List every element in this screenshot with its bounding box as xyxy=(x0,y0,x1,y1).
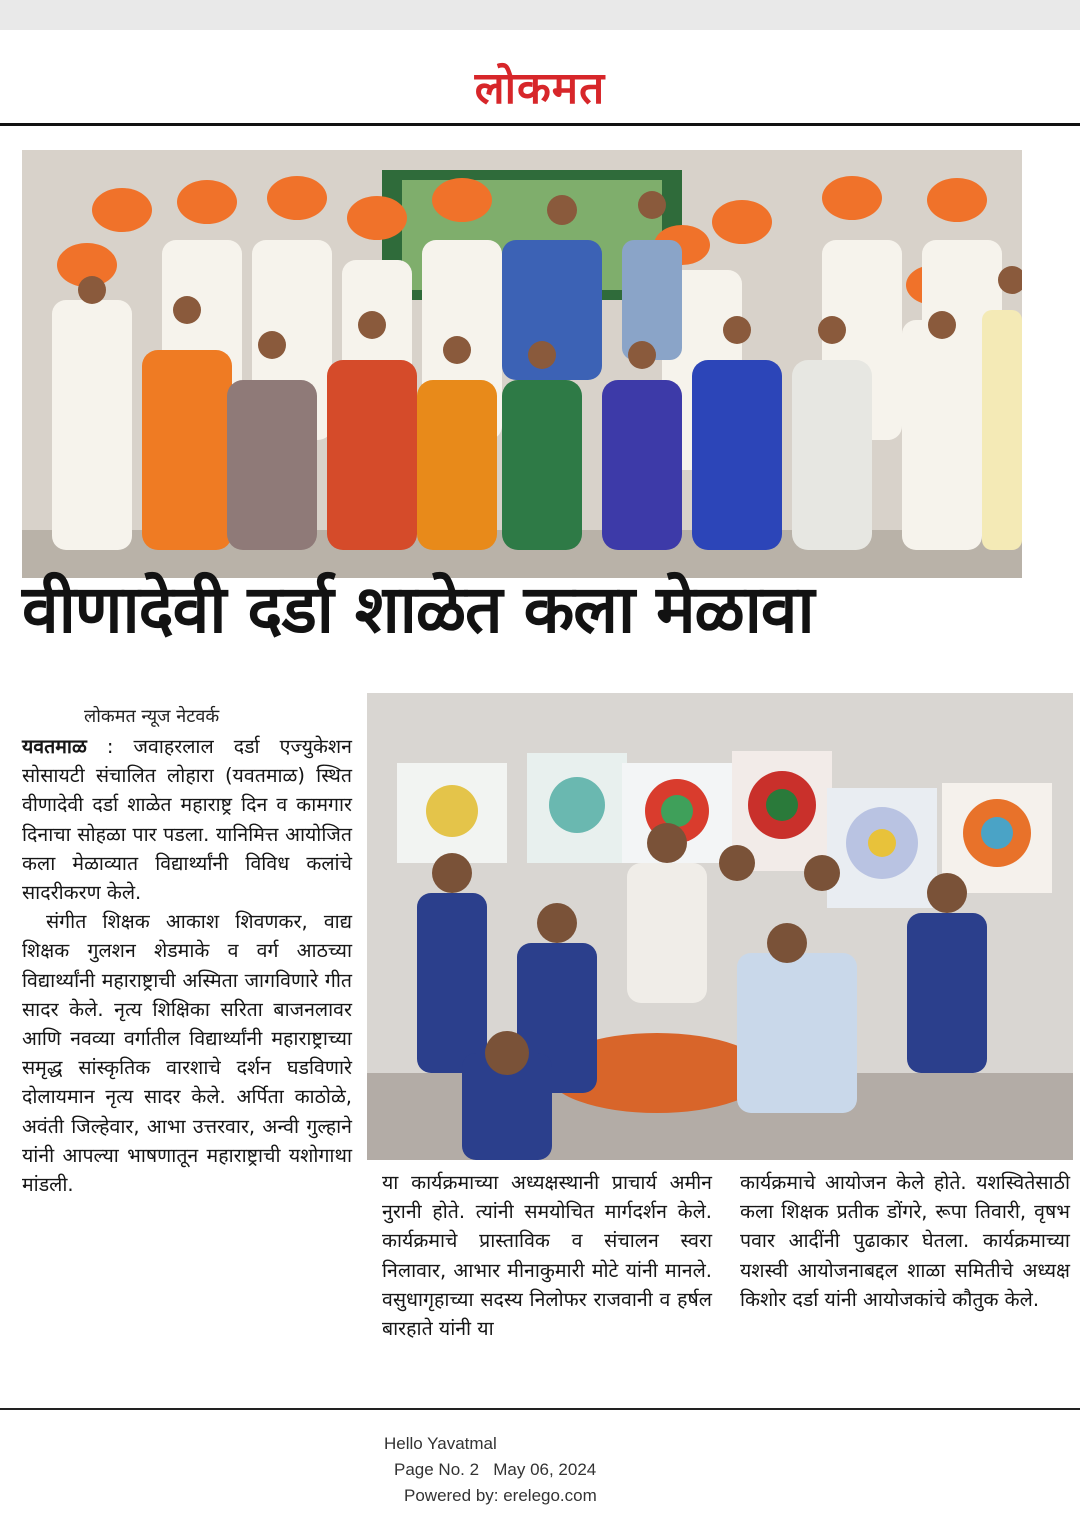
art-fair-photo xyxy=(367,693,1073,1160)
paragraph-3: या कार्यक्रमाच्या अध्यक्षस्थानी प्राचार्य अमीन नुरानी होते. त्यांनी समयोचित मार्गदर्शन केले. कार्यक्रमाचे प्रास्ताविक व संचालन स्वरा निलावार, आभार मीनाकुमारी मोटे यांनी मानले. वसुधागृहाच्या सदस्य निलोफर राजवानी व हर्षल बारहाते यांनी या xyxy=(382,1171,712,1341)
footer xyxy=(0,1430,1080,1516)
headline: वीणादेवी दर्डा शाळेत कला मेळावा xyxy=(22,571,814,648)
group-photo xyxy=(22,150,1022,578)
column-middle xyxy=(382,1168,712,1343)
paragraph-4: कार्यक्रमाचे आयोजन केले होते. यशस्वितेसाठी कला शिक्षक प्रतीक डोंगरे, रूपा तिवारी, वृषभ पवार आदींनी पुढाकार घेतला. कार्यक्रमाच्या यशस्वी आयोजनाबद्दल शाळा समितीचे अध्यक्ष किशोर दर्डा यांनी आयोजकांचे कौतुक केले. xyxy=(740,1171,1070,1311)
masthead-rule xyxy=(0,123,1080,126)
footer-edition: Hello Yavatmal xyxy=(384,1434,497,1453)
column-right xyxy=(740,1168,1070,1314)
byline: लोकमत न्यूज नेटवर्क xyxy=(84,706,220,727)
footer-rule xyxy=(0,1408,1080,1410)
paragraph-2: संगीत शिक्षक आकाश शिवणकर, वाद्य शिक्षक गुलशन शेडमाके व वर्ग आठच्या विद्यार्थ्यांनी महाराष्ट्राची अस्मिता जागविणारे गीत सादर केले. नृत्य शिक्षिका सरिता बाजनलावर आणि नवव्या वर्गातील विद्यार्थ्यांनी महाराष्ट्राच्या समृद्ध सांस्कृतिक वारशाचे दर्शन घडविणारे दोलायमान नृत्य सादर केले. अर्पिता काठोळे, अवंती जिल्हेवार, आभा उत्तरवार, अन्वी गुल्हाने यांनी आपल्या भाषणातून महाराष्ट्राची यशोगाथा मांडली. xyxy=(22,910,352,1197)
footer-page: Page No. 2 xyxy=(394,1460,480,1479)
column-left xyxy=(22,732,352,1199)
lokmat-logo: लोकमत xyxy=(474,63,606,114)
footer-date: May 06, 2024 xyxy=(493,1460,597,1479)
footer-page-date xyxy=(394,1460,596,1480)
paragraph-1-text: : जवाहरलाल दर्डा एज्युकेशन सोसायटी संचालित लोहारा (यवतमाळ) स्थित वीणादेवी दर्डा शाळेत महाराष्ट्र दिन व कामगार दिनाचा सोहळा पार पडला. यानिमित्त आयोजित कला मेळाव्यात विद्यार्थ्यांनी विविध कलांचे सादरीकरण केले. xyxy=(22,735,352,905)
paragraph-1 xyxy=(22,732,352,907)
footer-powered-by: Powered by: erelego.com xyxy=(404,1486,597,1505)
dateline: यवतमाळ xyxy=(22,735,87,758)
masthead xyxy=(0,30,1080,122)
